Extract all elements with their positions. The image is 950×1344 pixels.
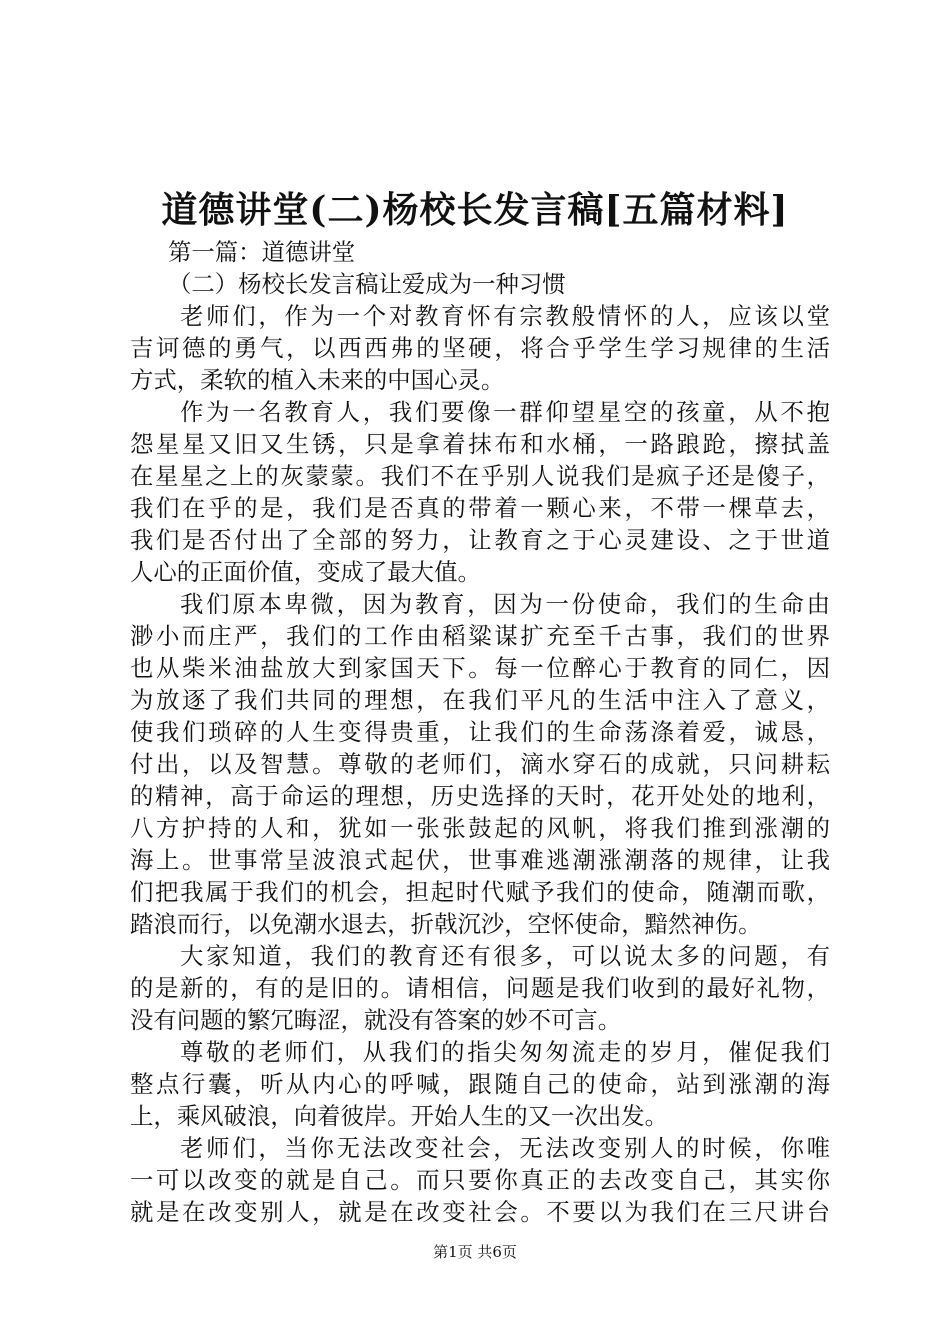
paragraph-line: 大家知道，我们的教育还有很多，可以说太多的问题，有 <box>180 942 830 970</box>
paragraph-line: 我们是否付出了全部的努力，让教育之于心灵建设、之于世道 <box>130 526 830 554</box>
paragraph-line: 一可以改变的就是自己。而只要你真正的去改变自己，其实你 <box>130 1166 830 1194</box>
paragraph-line: 吉诃德的勇气，以西西弗的坚硬，将合乎学生学习规律的生活 <box>130 334 830 362</box>
paragraph-line: 为放逐了我们共同的理想，在我们平凡的生活中注入了意义， <box>130 686 830 714</box>
paragraph-line: 我们原本卑微，因为教育，因为一份使命，我们的生命由 <box>180 590 830 618</box>
paragraph-line: 在星星之上的灰蒙蒙。我们不在乎别人说我们是疯子还是傻子， <box>130 462 830 490</box>
paragraph-line: 就是在改变别人，就是在改变社会。不要以为我们在三尺讲台 <box>130 1198 830 1226</box>
paragraph-line: 我们在乎的是，我们是否真的带着一颗心来，不带一棵草去， <box>130 494 830 522</box>
paragraph-line: 使我们琐碎的人生变得贵重，让我们的生命荡涤着爱，诚恳， <box>130 718 830 746</box>
paragraph-line: 渺小而庄严，我们的工作由稻粱谋扩充至千古事，我们的世界 <box>130 622 830 650</box>
paragraph-line: 八方护持的人和，犹如一张张鼓起的风帆，将我们推到涨潮的 <box>130 814 830 842</box>
section-heading: 第一篇：道德讲堂 <box>168 238 356 266</box>
paragraph-line: 踏浪而行，以免潮水退去，折戟沉沙，空怀使命，黯然神伤。 <box>130 910 762 938</box>
paragraph-line: 没有问题的繁冗晦涩，就没有答案的妙不可言。 <box>130 1006 622 1034</box>
page-number-footer: 第1页 共6页 <box>433 1243 517 1261</box>
paragraph-line: 作为一名教育人，我们要像一群仰望星空的孩童，从不抱 <box>180 398 830 426</box>
paragraph-line: 怨星星又旧又生锈，只是拿着抹布和水桶，一路踉跄，擦拭盖 <box>130 430 830 458</box>
paragraph-line: 也从柴米油盐放大到家国天下。每一位醉心于教育的同仁，因 <box>130 654 830 682</box>
paragraph-line: 人心的正面价值，变成了最大值。 <box>130 558 481 586</box>
paragraph-line: 的精神，高于命运的理想，历史选择的天时，花开处处的地利， <box>130 782 830 810</box>
paragraph-line: 整点行囊，听从内心的呼喊，跟随自己的使命，站到涨潮的海 <box>130 1070 830 1098</box>
paragraph-line: 老师们，当你无法改变社会，无法改变别人的时候，你唯 <box>180 1134 830 1162</box>
document-body <box>130 236 830 1228</box>
paragraph-line: 的是新的，有的是旧的。请相信，问题是我们收到的最好礼物， <box>130 974 830 1002</box>
paragraph-line: 们把我属于我们的机会，担起时代赋予我们的使命，随潮而歌， <box>130 878 830 906</box>
paragraph-line: 方式，柔软的植入未来的中国心灵。 <box>130 366 505 394</box>
paragraph-line: 老师们，作为一个对教育怀有宗教般情怀的人，应该以堂 <box>180 302 830 330</box>
document-title: 道德讲堂(二)杨校长发言稿[五篇材料] <box>161 189 789 231</box>
paragraph-line: 尊敬的老师们，从我们的指尖匆匆流走的岁月，催促我们 <box>180 1038 830 1066</box>
paragraph-line: 海上。世事常呈波浪式起伏，世事难逃潮涨潮落的规律，让我 <box>130 846 830 874</box>
section-subheading: （二）杨校长发言稿让爱成为一种习惯 <box>168 270 566 298</box>
paragraph-line: 上，乘风破浪，向着彼岸。开始人生的又一次出发。 <box>130 1102 668 1130</box>
paragraph-line: 付出，以及智慧。尊敬的老师们，滴水穿石的成就，只问耕耘 <box>130 750 830 778</box>
